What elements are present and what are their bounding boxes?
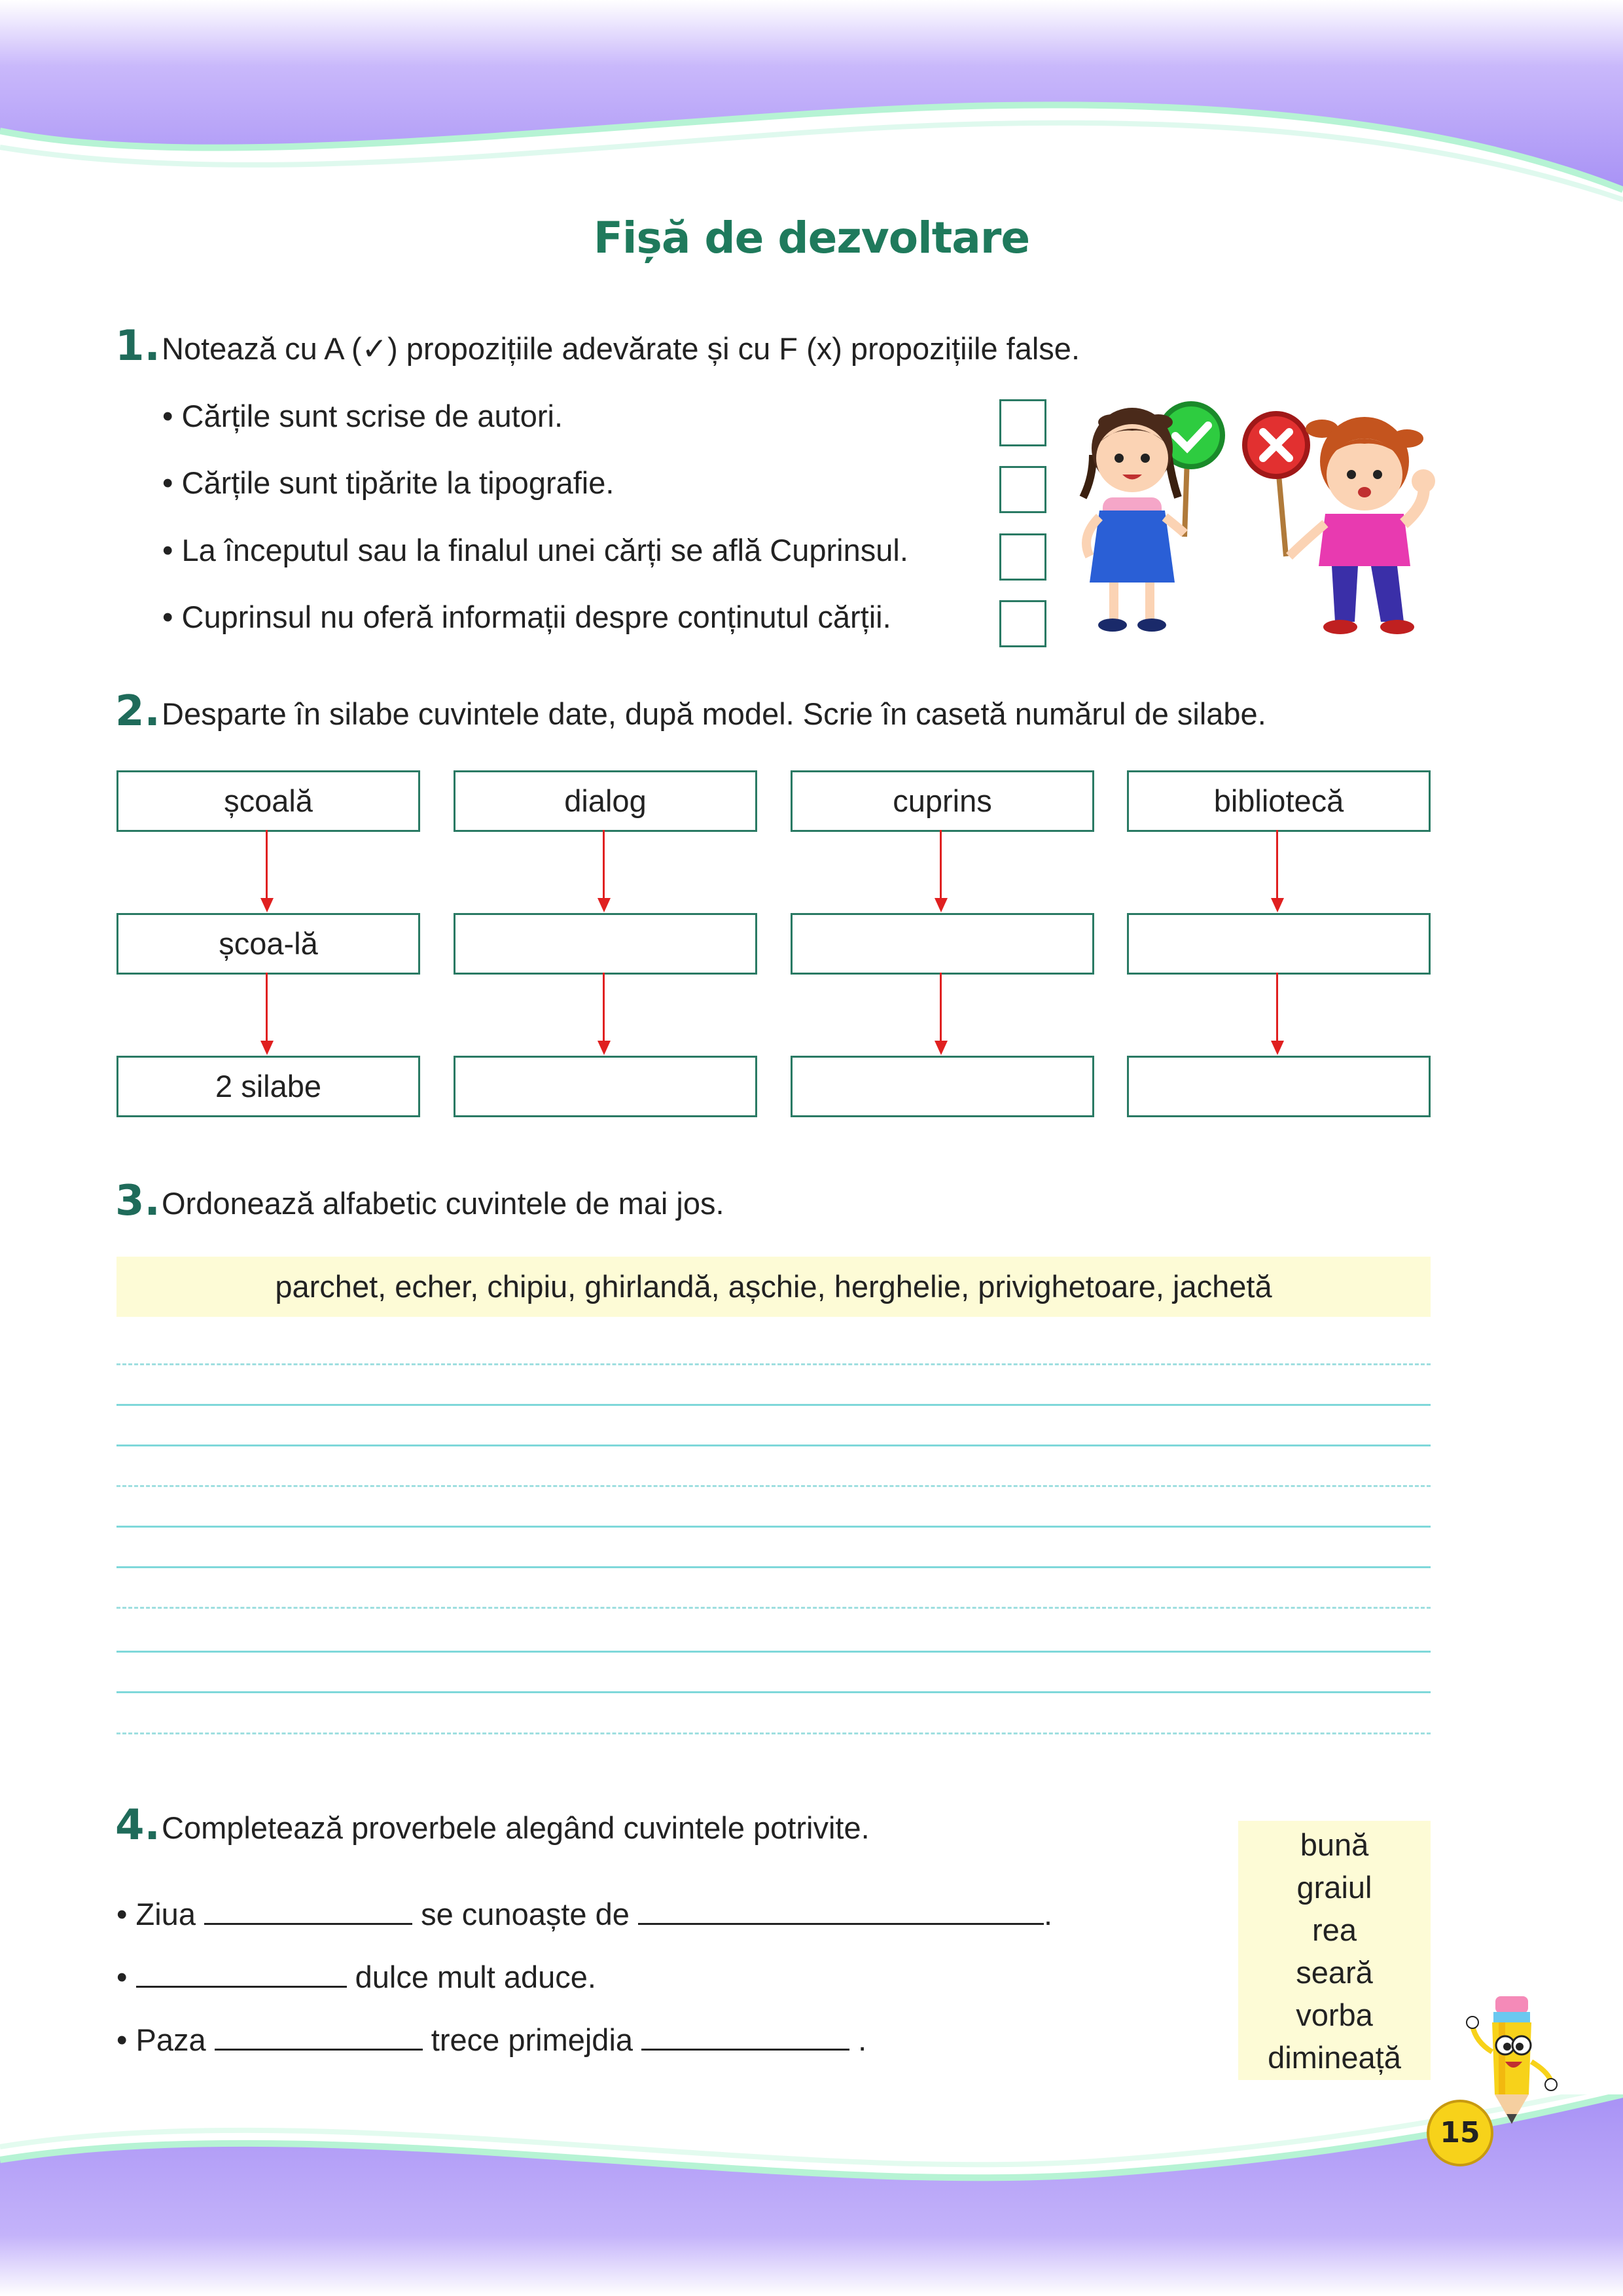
page-title: Fișă de dezvoltare <box>593 213 1030 263</box>
exercise-1-instruction: Notează cu A (✓) propozițiile adevărate și cu F (x) propozițiile false. <box>162 331 1080 366</box>
answer-checkbox-3[interactable] <box>999 533 1046 581</box>
proverb-text: Ziua <box>135 1897 196 1931</box>
answer-blank[interactable] <box>215 2020 423 2051</box>
writing-line[interactable] <box>116 1691 1431 1693</box>
writing-line-dashed <box>116 1732 1431 1734</box>
proverb-1 <box>116 1894 1052 1932</box>
arrowhead <box>935 898 948 912</box>
girl-with-x-sign-icon <box>1245 414 1435 634</box>
syllable-box-scoala: școa-lă <box>116 913 420 975</box>
arrow-down <box>940 830 942 901</box>
exercise-2-instruction: Desparte în silabe cuvintele date, după model. Scrie în casetă numărul de silabe. <box>162 696 1266 731</box>
option-word: graiul <box>1296 1870 1372 1905</box>
count-answer-box-dialog[interactable] <box>454 1056 757 1117</box>
statement-2: • Cărțile sunt tipărite la tipografie. <box>162 465 615 500</box>
writing-line[interactable] <box>116 1651 1431 1653</box>
writing-line[interactable] <box>116 1444 1431 1446</box>
writing-line-dashed <box>116 1607 1431 1609</box>
option-word: dimineață <box>1268 2040 1401 2075</box>
exercise-3-instruction: Ordonează alfabetic cuvintele de mai jos. <box>162 1186 724 1221</box>
arrowhead <box>597 1041 611 1055</box>
proverb-text: trece primejdia <box>431 2022 633 2057</box>
kids-true-false-illustration <box>1060 393 1453 641</box>
arrowhead <box>597 898 611 912</box>
statement-4: • Cuprinsul nu oferă informații despre conținutul cărții. <box>162 600 891 634</box>
word-box-cuprins: cuprins <box>791 770 1094 832</box>
writing-line[interactable] <box>116 1526 1431 1528</box>
word-options-box <box>1238 1821 1431 2080</box>
option-word: vorba <box>1296 1998 1373 2032</box>
option-word: rea <box>1312 1912 1357 1947</box>
answer-checkbox-2[interactable] <box>999 466 1046 513</box>
page-number: 15 <box>1427 2100 1493 2166</box>
exercise-1-number: 1. <box>115 322 160 370</box>
writing-line[interactable] <box>116 1566 1431 1568</box>
proverb-end: . <box>858 2022 867 2057</box>
arrow-down <box>940 973 942 1043</box>
word-box-dialog: dialog <box>454 770 757 832</box>
arrowhead <box>1271 1041 1284 1055</box>
word-bank: parchet, echer, chipiu, ghirlandă, așchie, herghelie, privighetoare, jachetă <box>116 1257 1431 1317</box>
count-answer-box-cuprins[interactable] <box>791 1056 1094 1117</box>
count-answer-box-biblioteca[interactable] <box>1127 1056 1431 1117</box>
bullet: • <box>116 2022 128 2057</box>
arrow-down <box>266 830 268 901</box>
writing-line-dashed <box>116 1485 1431 1487</box>
answer-blank[interactable] <box>204 1894 412 1925</box>
proverb-end: . <box>1043 1897 1053 1931</box>
syllable-answer-box-biblioteca[interactable] <box>1127 913 1431 975</box>
arrow-down <box>1276 830 1278 901</box>
word-box-biblioteca: bibliotecă <box>1127 770 1431 832</box>
writing-line[interactable] <box>116 1404 1431 1406</box>
proverb-2 <box>116 1957 596 1995</box>
option-word: bună <box>1300 1827 1369 1862</box>
statement-1: • Cărțile sunt scrise de autori. <box>162 399 563 433</box>
arrow-down <box>603 973 605 1043</box>
exercise-4-instruction: Completează proverbele alegând cuvintele potrivite. <box>162 1810 870 1845</box>
bullet: • <box>116 1960 128 1994</box>
arrowhead <box>1271 898 1284 912</box>
answer-blank[interactable] <box>641 2020 849 2051</box>
syllable-answer-box-cuprins[interactable] <box>791 913 1094 975</box>
count-box-scoala: 2 silabe <box>116 1056 420 1117</box>
answer-checkbox-1[interactable] <box>999 399 1046 446</box>
answer-checkbox-4[interactable] <box>999 600 1046 647</box>
arrow-down <box>1276 973 1278 1043</box>
answer-blank[interactable] <box>136 1957 347 1988</box>
bullet: • <box>116 1897 128 1931</box>
exercise-2-number: 2. <box>115 687 160 736</box>
exercise-4-number: 4. <box>115 1801 160 1850</box>
writing-line-dashed <box>116 1363 1431 1365</box>
top-wave-band <box>0 0 1623 209</box>
proverb-text: se cunoaște de <box>421 1897 630 1931</box>
syllable-answer-box-dialog[interactable] <box>454 913 757 975</box>
girl-with-check-sign-icon <box>1083 404 1222 632</box>
word-box-scoala: școală <box>116 770 420 832</box>
arrow-down <box>266 973 268 1043</box>
proverb-3 <box>116 2020 866 2058</box>
exercise-3-number: 3. <box>115 1177 160 1225</box>
proverb-text: dulce mult aduce. <box>355 1960 596 1994</box>
answer-blank[interactable] <box>638 1894 1044 1925</box>
arrowhead <box>260 1041 274 1055</box>
bottom-wave-band <box>0 2094 1623 2296</box>
option-word: seară <box>1296 1955 1373 1990</box>
statement-3: • La începutul sau la finalul unei cărți se află Cuprinsul. <box>162 533 908 567</box>
proverb-text: Paza <box>135 2022 206 2057</box>
arrowhead <box>260 898 274 912</box>
arrowhead <box>935 1041 948 1055</box>
arrow-down <box>603 830 605 901</box>
